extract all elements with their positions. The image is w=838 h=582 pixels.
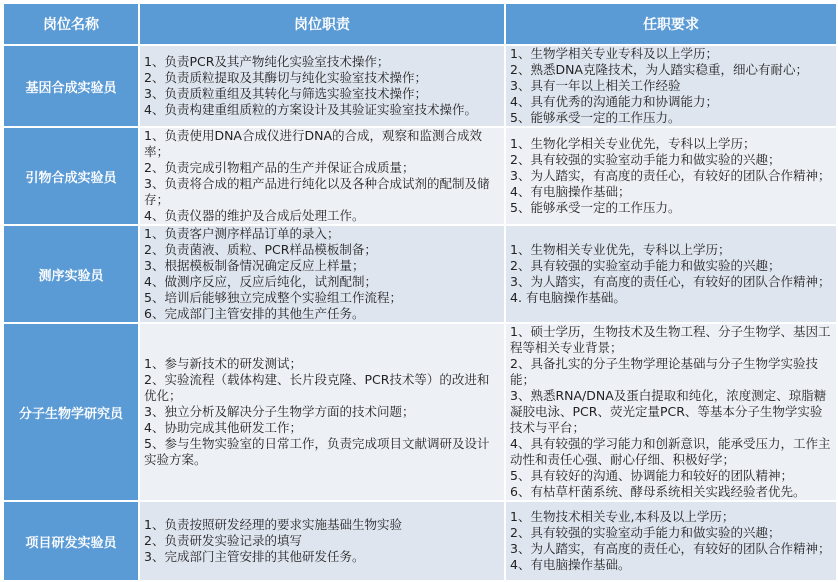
header-row xyxy=(3,3,837,45)
table-row xyxy=(3,501,837,581)
duties-item: 1、参与新技术的研发测试； xyxy=(144,356,302,371)
duties-item: 5、参与生物实验室的日常工作，负责完成项目文献调研及设计实验方案。 xyxy=(144,436,490,467)
job-table xyxy=(2,2,838,582)
position-name: 基因合成实验员 xyxy=(3,45,139,127)
duties-item: 3、负责质粒重组及其转化与筛选实验室技术操作； xyxy=(144,86,427,101)
duties-cell xyxy=(139,323,505,501)
requirements-item: 2、具备扎实的分子生物学理论基础与分子生物学实验技能； xyxy=(510,356,818,387)
duties-item: 4、负责仪器的维护及合成后处理工作。 xyxy=(144,208,365,223)
duties-item: 3、根据模板制备情况确定反应上样量； xyxy=(144,258,365,273)
requirements-item: 3、熟悉RNA/DNA及蛋白提取和纯化，浓度测定、琼脂糖凝胶电泳、PCR、荧光定量PCR、等基本分子生物学实验技术与平台； xyxy=(510,388,827,435)
duties-item: 3、完成部门主管安排的其他研发任务。 xyxy=(144,549,365,564)
requirements-item: 1、生物技术相关专业,本科及以上学历； xyxy=(510,509,735,524)
duties-cell xyxy=(139,225,505,323)
duties-cell xyxy=(139,501,505,581)
table-row xyxy=(3,45,837,127)
table-row xyxy=(3,127,837,225)
requirements-item: 3、为人踏实，有高度的责任心，有较好的团队合作精神； xyxy=(510,274,831,289)
position-name: 测序实验员 xyxy=(3,225,139,323)
requirements-item: 4、有电脑操作基础。 xyxy=(510,557,631,572)
duties-item: 3、负责将合成的粗产品进行纯化以及各种合成试剂的配制及储存； xyxy=(144,176,490,207)
requirements-item: 1、生物学相关专业专科及以上学历； xyxy=(510,46,718,61)
duties-item: 2、负责菌液、质粒、PCR样品模板制备； xyxy=(144,242,377,257)
duties-item: 1、负责按照研发经理的要求实施基础生物实验 xyxy=(144,517,402,532)
requirements-item: 6、有枯草杆菌系统、酵母系统相关实践经验者优先。 xyxy=(510,484,806,499)
duties-cell xyxy=(139,45,505,127)
requirements-item: 1、生物相关专业优先，专科以上学历； xyxy=(510,242,731,257)
header-requirements: 任职要求 xyxy=(505,3,837,45)
requirements-item: 4. 有电脑操作基础。 xyxy=(510,290,626,305)
requirements-item: 4、具有较强的学习能力和创新意识，能承受压力，工作主动性和责任心强、耐心仔细、积极好学； xyxy=(510,436,831,467)
table-row xyxy=(3,225,837,323)
duties-item: 2、实验流程（载体构建、长片段克隆、PCR技术等）的改进和优化； xyxy=(144,372,490,403)
requirements-item: 2、具有较强的实验室动手能力和做实验的兴趣； xyxy=(510,152,781,167)
duties-item: 4、协助完成其他研发工作； xyxy=(144,420,302,435)
requirements-item: 3、为人踏实，有高度的责任心，有较好的团队合作精神； xyxy=(510,541,831,556)
duties-item: 6、完成部门主管安排的其他生产任务。 xyxy=(144,306,365,321)
requirements-item: 3、具有一年以上相关工作经验 xyxy=(510,78,681,93)
duties-item: 2、负责完成引物粗产品的生产并保证合成质量； xyxy=(144,160,415,175)
requirements-item: 2、具有较强的实验室动手能力和做实验的兴趣； xyxy=(510,258,781,273)
duties-item: 1、负责客户测序样品订单的录入； xyxy=(144,226,340,241)
duties-item: 1、负责PCR及其产物纯化实验室技术操作； xyxy=(144,54,390,69)
requirements-cell xyxy=(505,501,837,581)
requirements-item: 2、具有较强的实验室动手能力和做实验的兴趣； xyxy=(510,525,781,540)
requirements-item: 1、生物化学相关专业优先，专科以上学历； xyxy=(510,136,756,151)
position-name: 项目研发实验员 xyxy=(3,501,139,581)
position-name: 分子生物学研究员 xyxy=(3,323,139,501)
requirements-item: 5、具有较好的沟通、协调能力和较好的团队精神； xyxy=(510,468,793,483)
duties-item: 3、独立分析及解决分子生物学方面的技术问题； xyxy=(144,404,415,419)
requirements-item: 1、硕士学历，生物技术及生物工程、分子生物学、基因工程等相关专业背景； xyxy=(510,324,831,355)
header-position-name: 岗位名称 xyxy=(3,3,139,45)
duties-item: 1、负责使用DNA合成仪进行DNA的合成，观察和监测合成效率； xyxy=(144,128,483,159)
duties-item: 4、负责构建重组质粒的方案设计及其验证实验室技术操作。 xyxy=(144,102,477,117)
position-name: 引物合成实验员 xyxy=(3,127,139,225)
requirements-cell xyxy=(505,127,837,225)
duties-item: 5、培训后能够独立完成整个实验组工作流程； xyxy=(144,290,402,305)
requirements-item: 2、熟悉DNA克隆技术，为人踏实稳重，细心有耐心； xyxy=(510,62,808,77)
table-row xyxy=(3,323,837,501)
duties-item: 2、负责质粒提取及其酶切与纯化实验室技术操作； xyxy=(144,70,427,85)
requirements-item: 5、能够承受一定的工作压力。 xyxy=(510,200,681,215)
requirements-item: 3、为人踏实，有高度的责任心，有较好的团队合作精神； xyxy=(510,168,831,183)
header-duties: 岗位职责 xyxy=(139,3,505,45)
requirements-item: 5、能够承受一定的工作压力。 xyxy=(510,110,681,125)
requirements-cell xyxy=(505,323,837,501)
duties-item: 2、负责研发实验记录的填写 xyxy=(144,533,302,548)
requirements-item: 4、有电脑操作基础； xyxy=(510,184,631,199)
duties-cell xyxy=(139,127,505,225)
requirements-cell xyxy=(505,45,837,127)
requirements-item: 4、具有优秀的沟通能力和协调能力； xyxy=(510,94,718,109)
requirements-cell xyxy=(505,225,837,323)
duties-item: 4、做测序反应，反应后纯化，试剂配制； xyxy=(144,274,377,289)
